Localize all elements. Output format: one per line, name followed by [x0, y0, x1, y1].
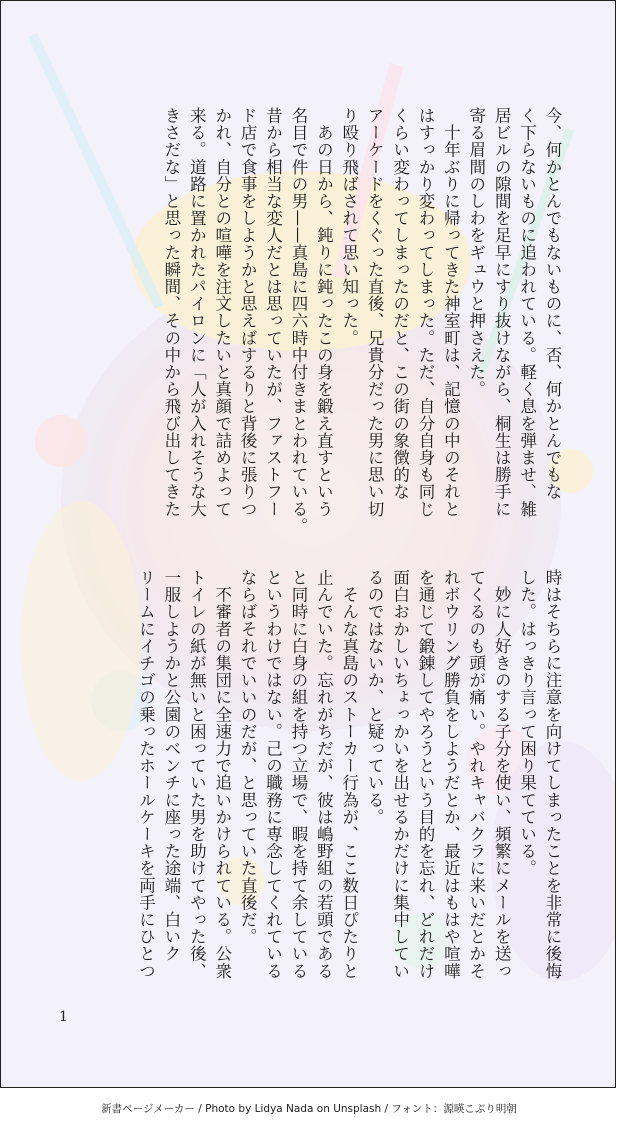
- text-line: あの日から、鈍りに鈍ったこの身を鍛え直すという: [314, 107, 334, 518]
- text-line: 止んでいた。忘れがちだが、彼は嶋野組の若頭である: [314, 569, 334, 980]
- text-line: リームにイチゴの乗ったホールケーキを両手にひとつ: [136, 569, 156, 980]
- text-line: トイレの紙が無いと困っていた男を助けてやった後、: [187, 569, 207, 980]
- text-line: れボウリング勝負をしようだとか、最近はもはや喧嘩: [441, 569, 461, 980]
- text-line: 今、何かとんでもないものに、否、何かとんでもな: [543, 107, 562, 501]
- text-line: り殴り飛ばされて思い知った。: [339, 107, 359, 347]
- text-line: く下らないものに追われている。軽く息を弾ませ、雑: [517, 107, 537, 518]
- text-line: はすっかり変わってしまった。ただ、自分自身も同じ: [415, 107, 435, 518]
- page-number: 1: [59, 1009, 68, 1025]
- text-line: 居ビルの隙間を足早にすり抜けながら、桐生は勝手に: [492, 107, 512, 518]
- text-line: ならばそれでいいのだが、と思っていた直後だ。: [238, 569, 258, 946]
- text-line: 面白おかしいちょっかいを出せるかだけに集中してい: [390, 569, 410, 980]
- text-column-top: [159, 107, 566, 535]
- text-line: るのではないか、と疑っている。: [365, 569, 385, 826]
- text-line: を通じて鍛錬してやろうという目的を忘れ、どれだけ: [415, 569, 435, 980]
- text-line: アーケードをくぐった直後、兄貴分だった男に思い切: [365, 107, 385, 518]
- text-line: そんな真島のストーカー行為が、ここ数日ぴたりと: [339, 569, 359, 980]
- text-column-bottom: [133, 569, 565, 1029]
- text-line: というわけではない。己の職務に専念してくれている: [263, 569, 283, 980]
- text-line: 寄る眉間のしわをギュウと押さえた。: [466, 107, 486, 398]
- text-line: 妙に人好きのする子分を使い、頻繁にメールを送っ: [492, 569, 512, 980]
- text-line: 昔から相当な変人だとは思っていたが、ファストフー: [263, 107, 283, 518]
- text-line: かれ、自分との喧嘩を注文したいと真顔で詰めよって: [212, 107, 232, 518]
- text-line: くらい変わってしまったのだと、この街の象徴的な: [390, 107, 410, 501]
- text-line: した。はっきり言って困り果てている。: [517, 569, 537, 877]
- text-line: 一服しようかと公園のベンチに座った途端、白いク: [161, 569, 181, 963]
- text-line: 不審者の集団に全速力で追いかけられている。公衆: [212, 569, 232, 980]
- text-line: ド店で食事をしようかと思えばするりと背後に張りつ: [238, 107, 258, 518]
- credit-line: 新書ページメーカー / Photo by Lidya Nada on Unsplash / フォント：源暎こぶり明朝: [101, 1103, 517, 1115]
- text-line: 時はそちらに注意を向けてしまったことを非常に後悔: [543, 569, 562, 980]
- text-line: 十年ぶりに帰ってきた神室町は、記憶の中のそれと: [441, 107, 461, 518]
- text-line: てくるのも頭が痛い。やれキャバクラに来いだとかそ: [466, 569, 486, 980]
- text-line: 名目で件の男——真島に四六時中付きまとわれている。: [288, 107, 308, 535]
- text-line: と同時に白身の組を持つ立場で、暇を持て余している: [288, 569, 308, 980]
- text-line: きさだな」と思った瞬間、その中から飛び出してきた: [161, 107, 181, 518]
- text-line: 来る。道路に置かれたパイロンに「人が入れそうな大: [187, 107, 207, 518]
